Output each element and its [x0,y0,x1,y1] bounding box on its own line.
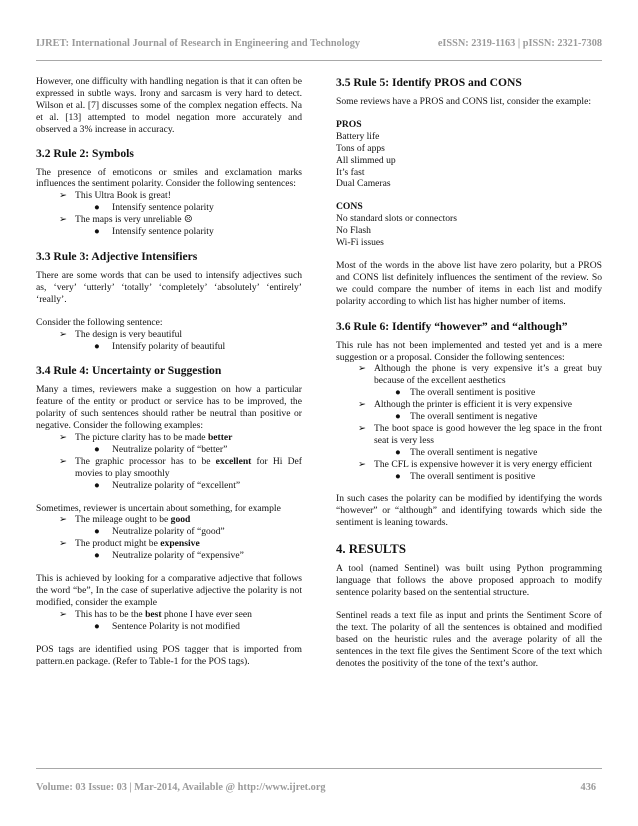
section-4-text-2: Sentinel reads a text file as input and prints the Sentiment Score of the text. The polarity of all the sentences is obtained and modified based on the heuristic rules and the average polarity of all the sentences in the text file gives the Sentiment Score of the text which denotes the positivity of the tone of the text’s author. [336,609,602,669]
list-item: ➢ This has to be the best phone I have ever seen [59,608,252,620]
cons-list [336,213,602,249]
bullet-icon: ● [94,620,100,632]
section-3-4-heading: 3.4 Rule 4: Uncertainty or Suggestion [36,364,222,378]
list-item: ➢ The mileage ought to be good [59,514,191,526]
arrow-bullet-icon: ➢ [59,538,68,550]
sub-list-item: ● Neutralize polarity of “good” [94,526,225,538]
sub-list-item: ● Neutralize polarity of “excellent” [94,479,241,491]
bullet-icon: ● [395,387,401,399]
section-3-4-text-2: Sometimes, reviewer is uncertain about something, for example [36,502,281,514]
bullet-icon: ● [94,226,100,238]
list-item: ➢ The product might be expensive [59,538,200,550]
sub-list-item: ● The overall sentiment is positive [395,470,536,482]
list-item: ➢ The boot space is good however the leg space in the front seat is very less [358,422,602,446]
list-item: ➢ This Ultra Book is great! [59,190,171,202]
sub-list-item: ● Neutralize polarity of “expensive” [94,550,244,562]
bullet-icon: ● [94,479,100,491]
pros-list [336,131,602,191]
consider-line: Consider the following sentence: [36,316,163,328]
sub-list-item: ● Intensify sentence polarity [94,202,214,214]
arrow-bullet-icon: ➢ [358,458,367,470]
sub-list-item: ● Intensify polarity of beautiful [94,340,226,352]
volume-line: Volume: 03 Issue: 03 | Mar-2014, Available @ http://www.ijret.org [36,782,326,793]
list-item: ➢ The picture clarity has to be made better [59,432,233,444]
section-3-5-heading: 3.5 Rule 5: Identify PROS and CONS [336,76,522,89]
arrow-bullet-icon: ➢ [358,422,367,434]
section-3-5-text-2: Most of the words in the above list have zero polarity, but a PROS and CONS list definitely influences the sentiment of the review. So we could compare the number of items in each list and modify polarity according to which list has higher number of items. [336,259,602,307]
list-item: ➢ The maps is very unreliable ☹ [59,214,193,226]
list-item: No standard slots or connectors [336,213,457,225]
arrow-bullet-icon: ➢ [59,455,68,467]
list-item: No Flash [336,225,371,237]
page-number: 436 [580,782,596,793]
section-4-text: A tool (named Sentinel) was built using Python programming language that follows the above proposed approach to modify sentence polarity based on the sentential structure. [336,563,602,598]
list-item: Tons of apps [336,142,385,154]
section-3-4-text: Many a times, reviewers make a suggestion on how a particular feature of the entity or product or service has to be improved, the polarity of such sentences should rather be neutral than positive or negative. Consider the following examples: [36,384,302,432]
right-column [336,76,602,669]
list-item: Wi-Fi issues [336,237,384,249]
sub-list-item: ● The overall sentiment is negative [395,446,538,458]
left-column [36,76,302,667]
sub-list-item: ● Sentence Polarity is not modified [94,620,240,632]
arrow-bullet-icon: ➢ [59,328,68,340]
arrow-bullet-icon: ➢ [59,514,68,526]
bullet-icon: ● [94,550,100,562]
bullet-icon: ● [395,446,401,458]
section-3-2-heading: 3.2 Rule 2: Symbols [36,146,134,160]
running-header [36,38,602,49]
list-item: Battery life [336,130,380,142]
bullet-icon: ● [94,202,100,214]
section-3-6-text: This rule has not been implemented and tested yet and is a mere suggestion or a proposal. Consider the following sentences: [336,339,602,363]
section-3-2-text: The presence of emoticons or smiles and exclamation marks influences the sentiment polarity. Consider the following sentences: [36,166,302,190]
running-footer [36,782,596,793]
sub-list-item: ● The overall sentiment is positive [395,387,536,399]
bullet-icon: ● [94,526,100,538]
list-item: All slimmed up [336,154,396,166]
pros-label: PROS [336,118,362,130]
header-rule [36,60,602,61]
section-3-6-heading: 3.6 Rule 6: Identify “however” and “although” [336,319,568,333]
list-item: ➢ The graphic processor has to be excellent for Hi Def movies to play smoothly [59,455,302,479]
footer-rule [36,768,602,769]
intro-paragraph: However, one difficulty with handling negation is that it can often be expressed in subtle ways. Irony and sarcasm is very hard to detect. Wilson et al. [7] discusses some of the complex negation effects. Na et al. [13] attempted to model negation more accurately and observed a 3% increase in accuracy. [36,76,302,135]
section-4-heading: 4. RESULTS [336,542,406,557]
sub-list-item: ● Intensify sentence polarity [94,226,214,238]
section-3-3-heading: 3.3 Rule 3: Adjective Intensifiers [36,249,198,263]
bullet-icon: ● [94,340,100,352]
section-3-6-text-2: In such cases the polarity can be modified by identifying the words “however” or “although” and identifying towards which side the sentiment is leaning towards. [336,493,602,529]
bullet-icon: ● [395,470,401,482]
issn-line: eISSN: 2319-1163 | pISSN: 2321-7308 [437,38,602,49]
bullet-icon: ● [395,411,401,423]
list-item: It’s fast [336,166,365,178]
section-3-3-text: There are some words that can be used to intensify adjectives such as, ‘very’ ‘utterly’ ‘totally’ ‘completely’ ‘absolutely’ ‘entirely’ ‘really’. [36,269,302,305]
arrow-bullet-icon: ➢ [59,608,68,620]
list-item: ➢ Although the phone is very expensive it’s a great buy because of the excellent aesthetics [358,363,602,387]
section-3-4-text-4: POS tags are identified using POS tagger that is imported from pattern.en package. (Refer to Table-1 for the POS tags). [36,643,302,667]
arrow-bullet-icon: ➢ [59,190,68,202]
sub-list-item: ● The overall sentiment is negative [395,411,538,423]
journal-title: IJRET: International Journal of Research in Engineering and Technology [36,38,361,49]
arrow-bullet-icon: ➢ [358,363,367,375]
list-item: Dual Cameras [336,178,391,190]
arrow-bullet-icon: ➢ [59,214,68,226]
sub-list-item: ● Neutralize polarity of “better” [94,443,228,455]
cons-label: CONS [336,201,363,213]
list-item: ➢ Although the printer is efficient it is very expensive [358,399,573,411]
bullet-icon: ● [94,443,100,455]
section-3-5-text: Some reviews have a PROS and CONS list, consider the example: [336,96,591,107]
arrow-bullet-icon: ➢ [59,432,68,444]
section-3-4-text-3: This is achieved by looking for a comparative adjective that follows the word “be”, In the case of superlative adjective the polarity is not modified, consider the example [36,573,302,608]
arrow-bullet-icon: ➢ [358,399,367,411]
list-item: ➢ The CFL is expensive however it is very energy efficient [358,458,593,470]
list-item: ➢ The design is very beautiful [59,328,183,340]
